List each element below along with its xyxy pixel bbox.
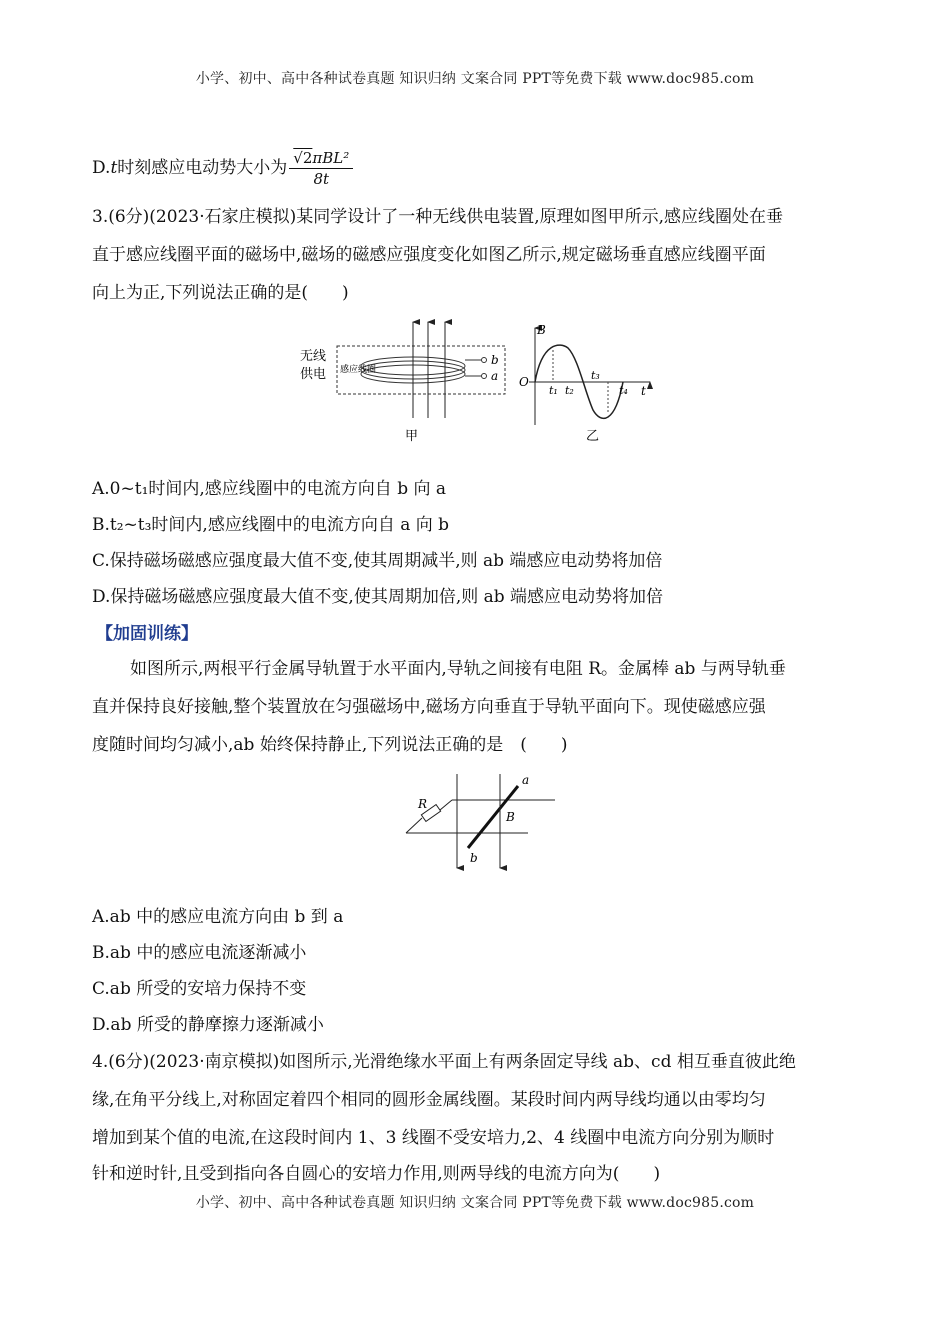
q4-stem-line-3: 增加到某个值的电流,在这段时间内 1、3 线圈不受安培力,2、4 线圈中电流方向分别为顺时 <box>92 1128 775 1148</box>
t2-label: t₂ <box>565 384 574 397</box>
figure-wireless-coil <box>295 318 515 446</box>
reinforce-stem-line-2: 直并保持良好接触,整个装置放在匀强磁场中,磁场方向垂直于导轨平面向下。现使磁感应强 <box>92 697 766 717</box>
coil-label: 感应线圈 <box>340 365 377 375</box>
q3-option-a: A.0~t₁时间内,感应线圈中的电流方向自 b 向 a <box>92 479 447 499</box>
page-footer: 小学、初中、高中各种试卷真题 知识归纳 文案合同 PPT等免费下载 www.doc985.com <box>195 1195 755 1211</box>
t3-label: t₃ <box>591 369 600 382</box>
figure-b-t-graph <box>515 320 660 445</box>
reinforce-option-a: A.ab 中的感应电流方向由 b 到 a <box>92 907 344 927</box>
emf-fraction <box>289 148 353 189</box>
label-wireless-2: 供电 <box>300 367 327 382</box>
t1-label: t₁ <box>549 384 558 397</box>
q4-stem-line-1: 4.(6分)(2023·南京模拟)如图所示,光滑绝缘水平面上有两条固定导线 ab、cd 相互垂直彼此绝 <box>92 1052 796 1072</box>
prev-option-d <box>92 146 858 190</box>
figure-rails <box>400 768 565 873</box>
terminal-b-dot <box>482 358 487 363</box>
origin-label: O <box>519 375 529 389</box>
q4-stem-line-2: 缘,在角平分线上,对称固定着四个相同的圆形金属线圈。某段时间内两导线均通以由零均匀 <box>92 1090 766 1110</box>
t4-label: t₄ <box>619 384 628 397</box>
label-b: b <box>470 851 478 865</box>
label-B: B <box>506 810 515 824</box>
terminal-a-dot <box>482 374 487 379</box>
wire-top <box>440 800 452 810</box>
terminal-b: b <box>491 353 499 367</box>
reinforce-stem-line-3: 度随时间均匀减小,ab 始终保持静止,下列说法正确的是 ( ) <box>92 735 568 755</box>
label-wireless-1: 无线 <box>300 349 327 364</box>
caption-yi: 乙 <box>586 429 600 444</box>
caption-jia: 甲 <box>405 429 419 444</box>
q3-stem-line-1: 3.(6分)(2023·石家庄模拟)某同学设计了一种无线供电装置,原理如图甲所示,感应线圈处在垂 <box>92 207 784 227</box>
fraction-numerator <box>289 148 353 169</box>
option-prefix: D. <box>92 158 111 178</box>
q3-option-c: C.保持磁场磁感应强度最大值不变,使其周期减半,则 ab 端感应电动势将加倍 <box>92 551 663 571</box>
axis-x-label: t <box>641 384 646 398</box>
q3-stem-line-3: 向上为正,下列说法正确的是( ) <box>92 283 349 303</box>
label-R: R <box>418 797 428 811</box>
reinforce-option-c: C.ab 所受的安培力保持不变 <box>92 979 307 999</box>
reinforce-tag: 【加固训练】 <box>96 624 198 644</box>
fraction-denominator: 8t <box>313 170 330 188</box>
sqrt-part: √2 <box>293 149 313 167</box>
wire-bottom <box>406 818 422 833</box>
option-text: 时刻感应电动势大小为 <box>117 158 288 178</box>
axis-y-label: B <box>537 323 546 337</box>
var-t: t <box>110 158 118 178</box>
q3-option-d: D.保持磁场磁感应强度最大值不变,使其周期加倍,则 ab 端感应电动势将加倍 <box>92 587 664 607</box>
page-header: 小学、初中、高中各种试卷真题 知识归纳 文案合同 PPT等免费下载 www.doc985.com <box>195 71 755 87</box>
reinforce-option-d: D.ab 所受的静摩擦力逐渐减小 <box>92 1015 324 1035</box>
reinforce-stem-line-1: 如图所示,两根平行金属导轨置于水平面内,导轨之间接有电阻 R。金属棒 ab 与两导轨垂 <box>130 659 786 679</box>
numerator-rest: πBL² <box>312 149 350 167</box>
reinforce-option-b: B.ab 中的感应电流逐渐减小 <box>92 943 307 963</box>
q3-option-b: B.t₂~t₃时间内,感应线圈中的电流方向自 a 向 b <box>92 515 450 535</box>
q3-stem-line-2: 直于感应线圈平面的磁场中,磁场的磁感应强度变化如图乙所示,规定磁场垂直感应线圈平面 <box>92 245 766 265</box>
q4-stem-line-4: 针和逆时针,且受到指向各自圆心的安培力作用,则两导线的电流方向为( ) <box>92 1164 661 1184</box>
label-a: a <box>522 773 530 787</box>
terminal-a: a <box>491 369 499 383</box>
